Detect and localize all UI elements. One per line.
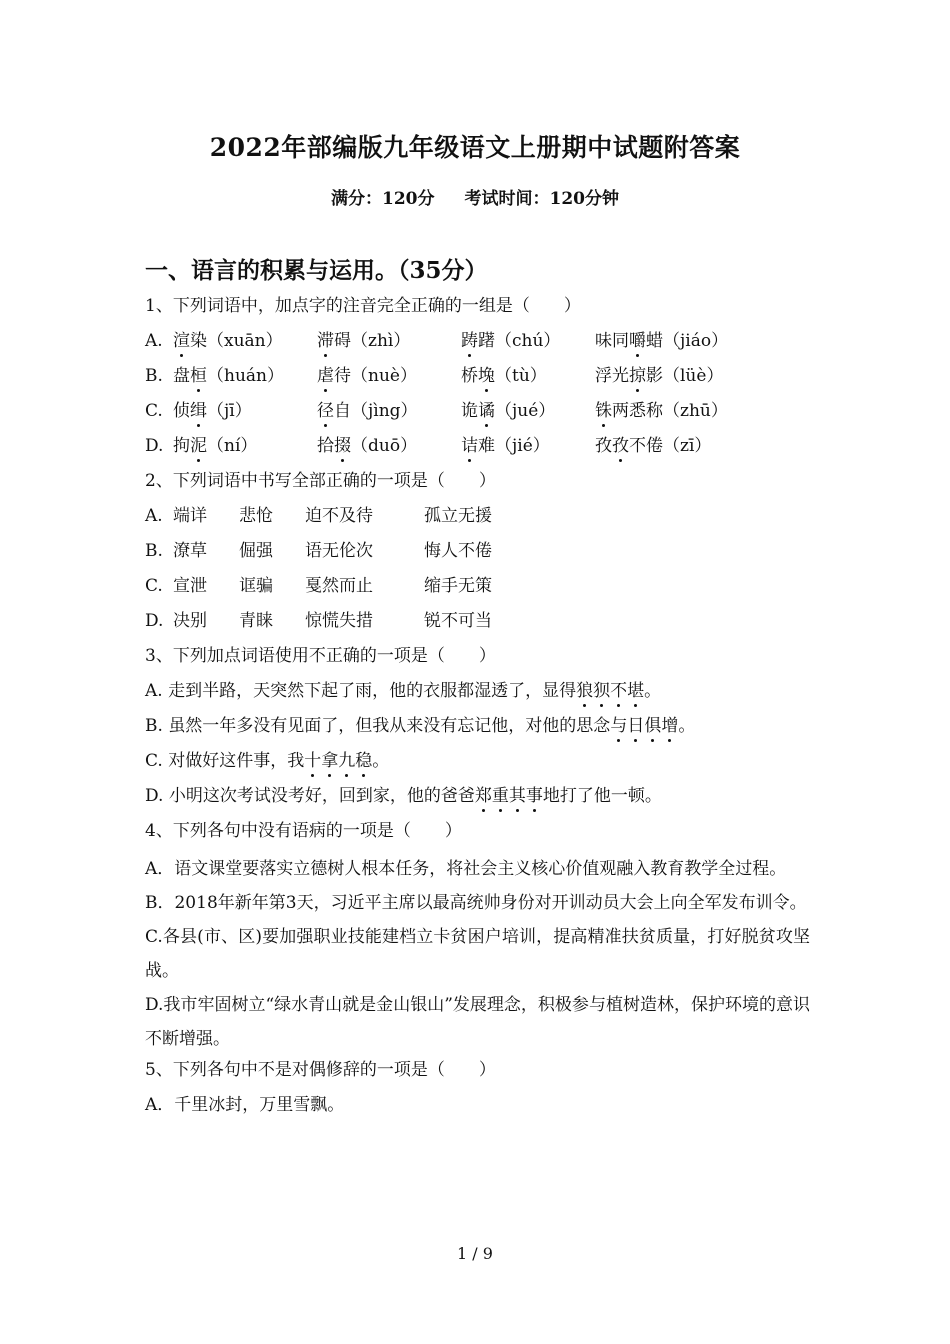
option-word: [317, 432, 461, 467]
option-word: [595, 432, 711, 467]
word-part: 拾: [317, 436, 334, 456]
word-part: 影（lüè）: [646, 366, 724, 386]
exam-info: [0, 184, 950, 209]
option-word: [317, 397, 461, 432]
option-row: [145, 677, 810, 712]
dotted-char: 铢: [595, 401, 612, 421]
option-row: [145, 502, 810, 537]
sentence-part: 。: [372, 751, 390, 771]
dotted-char: 孜: [612, 436, 629, 456]
option-word: [595, 362, 723, 397]
option-word: 宣泄: [173, 576, 207, 596]
option-word: 倔强: [239, 541, 273, 561]
option-word: 诓骗: [239, 576, 273, 596]
sentence-part: 。: [644, 681, 662, 701]
dotted-char: 堪: [627, 681, 645, 701]
option-row: [145, 607, 810, 642]
dotted-char: 渲: [173, 331, 190, 351]
dotted-char: 掠: [629, 366, 646, 386]
dotted-char: 不: [610, 681, 628, 701]
dotted-char: 狼: [576, 681, 594, 701]
dotted-char: 掇: [334, 436, 351, 456]
option-line: D.我市牢固树立“绿水青山就是金山银山”发展理念，积极参与植树造林，保护环境的意识不断增强。: [145, 995, 810, 1049]
option-row: [145, 782, 810, 817]
dotted-char: 俱: [644, 716, 662, 736]
option-word: [173, 432, 317, 467]
option-row: [145, 397, 810, 432]
sentence-part: 地打了他一顿。: [542, 786, 662, 806]
word-part: 待（nuè）: [334, 366, 417, 386]
option-word: [173, 327, 317, 362]
word-part: （duō）: [351, 436, 418, 456]
dotted-char: 狈: [593, 681, 611, 701]
option-letter: A.: [145, 506, 163, 526]
option-word: 戛然而止: [305, 576, 373, 596]
dotted-char: 九: [338, 751, 356, 771]
option-word: 缩手无策: [424, 576, 492, 596]
option-word: 青睐: [239, 611, 273, 631]
word-part: 碍（zhì）: [334, 331, 411, 351]
option-word: 迫不及待: [305, 506, 373, 526]
option-word: 悲怆: [239, 506, 273, 526]
page-number: 1 / 9: [457, 1244, 493, 1263]
option-letter: B.: [145, 541, 163, 561]
dotted-char: 其: [508, 786, 526, 806]
dotted-char: 踌: [461, 331, 478, 351]
word-part: 诡: [461, 401, 478, 421]
dotted-char: 虐: [317, 366, 334, 386]
sentence-part: 走到半路，天突然下起了雨，他的衣服都湿透了，显得: [168, 681, 577, 701]
dotted-char: 泥: [190, 436, 207, 456]
word-part: 拘: [173, 436, 190, 456]
page-title: 2022年部编版九年级语文上册期中试题附答案: [209, 133, 741, 162]
option-word: [317, 327, 461, 362]
option-row: [145, 572, 810, 607]
option-word: [461, 362, 595, 397]
option-row: [145, 432, 810, 467]
option-row: [145, 747, 810, 782]
word-part: 桥: [461, 366, 478, 386]
option-row: [145, 327, 810, 362]
sentence-part: 对做好这件事，我: [168, 751, 305, 771]
dotted-char: 桓: [190, 366, 207, 386]
option-letter: A.: [145, 331, 163, 351]
option-row: [145, 712, 810, 747]
option-letter: B.: [145, 716, 169, 736]
option-word: [461, 432, 595, 467]
dotted-char: 堍: [478, 366, 495, 386]
word-part: 孜: [595, 436, 612, 456]
dotted-char: 与: [610, 716, 628, 736]
option-row: [145, 537, 810, 572]
option-word: 孤立无援: [424, 506, 492, 526]
word-part: 不倦（zī）: [629, 436, 712, 456]
option-letter: D.: [145, 786, 169, 806]
option-line: A．千里冰封，万里雪飘。: [145, 1095, 345, 1115]
option-word: [461, 327, 595, 362]
question-stem: 2、下列词语中书写全部正确的一项是（ ）: [145, 471, 496, 491]
option-word: 决别: [173, 611, 207, 631]
dotted-char: 重: [491, 786, 509, 806]
word-part: 浮光: [595, 366, 629, 386]
option-row: [145, 362, 810, 397]
dotted-char: 事: [525, 786, 543, 806]
dotted-char: 郑: [474, 786, 492, 806]
word-part: （jī）: [207, 401, 252, 421]
section-heading: 一、语言的积累与运用。（35分）: [145, 257, 488, 284]
option-word: 惊慌失措: [305, 611, 373, 631]
dotted-char: 日: [627, 716, 645, 736]
word-part: 自（jìng）: [334, 401, 418, 421]
option-letter: A.: [145, 681, 169, 701]
question-stem: 1、下列词语中，加点字的注音完全正确的一组是（ ）: [145, 296, 581, 316]
option-letter: D.: [145, 611, 164, 631]
option-letter: C.: [145, 576, 163, 596]
dotted-char: 嚼: [629, 331, 646, 351]
question-content: [145, 292, 810, 1126]
option-line: B．2018年新年第3天，习近平主席以最高统帅身份对开训动员大会上向全军发布训令。: [145, 893, 807, 913]
word-part: （huán）: [207, 366, 284, 386]
word-part: 两悉称（zhū）: [612, 401, 728, 421]
dotted-char: 增: [661, 716, 679, 736]
dotted-char: 谲: [478, 401, 495, 421]
word-part: 味同: [595, 331, 629, 351]
question-stem: 5、下列各句中不是对偶修辞的一项是（ ）: [145, 1060, 496, 1080]
option-word: [461, 397, 595, 432]
option-word: [317, 362, 461, 397]
dotted-char: 滞: [317, 331, 334, 351]
word-part: 躇（chú）: [478, 331, 561, 351]
option-letter: D.: [145, 436, 164, 456]
option-letter: C.: [145, 751, 169, 771]
question-stem: 4、下列各句中没有语病的一项是（ ）: [145, 821, 462, 841]
option-word: 语无伦次: [305, 541, 373, 561]
full-score: 满分：120分: [331, 189, 435, 209]
option-word: 端详: [173, 506, 207, 526]
word-part: 盘: [173, 366, 190, 386]
dotted-char: 缉: [190, 401, 207, 421]
option-word: 潦草: [173, 541, 207, 561]
option-word: [595, 327, 728, 362]
word-part: 难（jié）: [478, 436, 550, 456]
word-part: 侦: [173, 401, 190, 421]
word-part: （jué）: [495, 401, 556, 421]
dotted-char: 径: [317, 401, 334, 421]
option-word: [595, 397, 728, 432]
option-letter: B.: [145, 366, 163, 386]
option-word: [173, 397, 317, 432]
option-word: 悔人不倦: [424, 541, 492, 561]
exam-time: 考试时间：120分钟: [464, 189, 619, 209]
sentence-part: 虽然一年多没有见面了，但我从来没有忘记他，对他的思念: [168, 716, 611, 736]
word-part: 染（xuān）: [190, 331, 283, 351]
option-word: [173, 362, 317, 397]
question-stem: 3、下列加点词语使用不正确的一项是（ ）: [145, 646, 496, 666]
word-part: （ní）: [207, 436, 258, 456]
dotted-char: 十: [304, 751, 322, 771]
option-letter: C.: [145, 401, 163, 421]
word-part: 蜡（jiáo）: [646, 331, 729, 351]
sentence-part: 。: [678, 716, 696, 736]
option-word: 锐不可当: [424, 611, 492, 631]
option-line: A．语文课堂要落实立德树人根本任务，将社会主义核心价值观融入教育教学全过程。: [145, 859, 787, 879]
dotted-char: 拿: [321, 751, 339, 771]
sentence-part: 小明这次考试没考好，回到家，他的爸爸: [168, 786, 475, 806]
option-line: C.各县(市、区)要加强职业技能建档立卡贫困户培训，提高精准扶贫质量，打好脱贫攻坚战。: [145, 927, 810, 981]
dotted-char: 诘: [461, 436, 478, 456]
dotted-char: 稳: [355, 751, 373, 771]
word-part: （tù）: [495, 366, 547, 386]
